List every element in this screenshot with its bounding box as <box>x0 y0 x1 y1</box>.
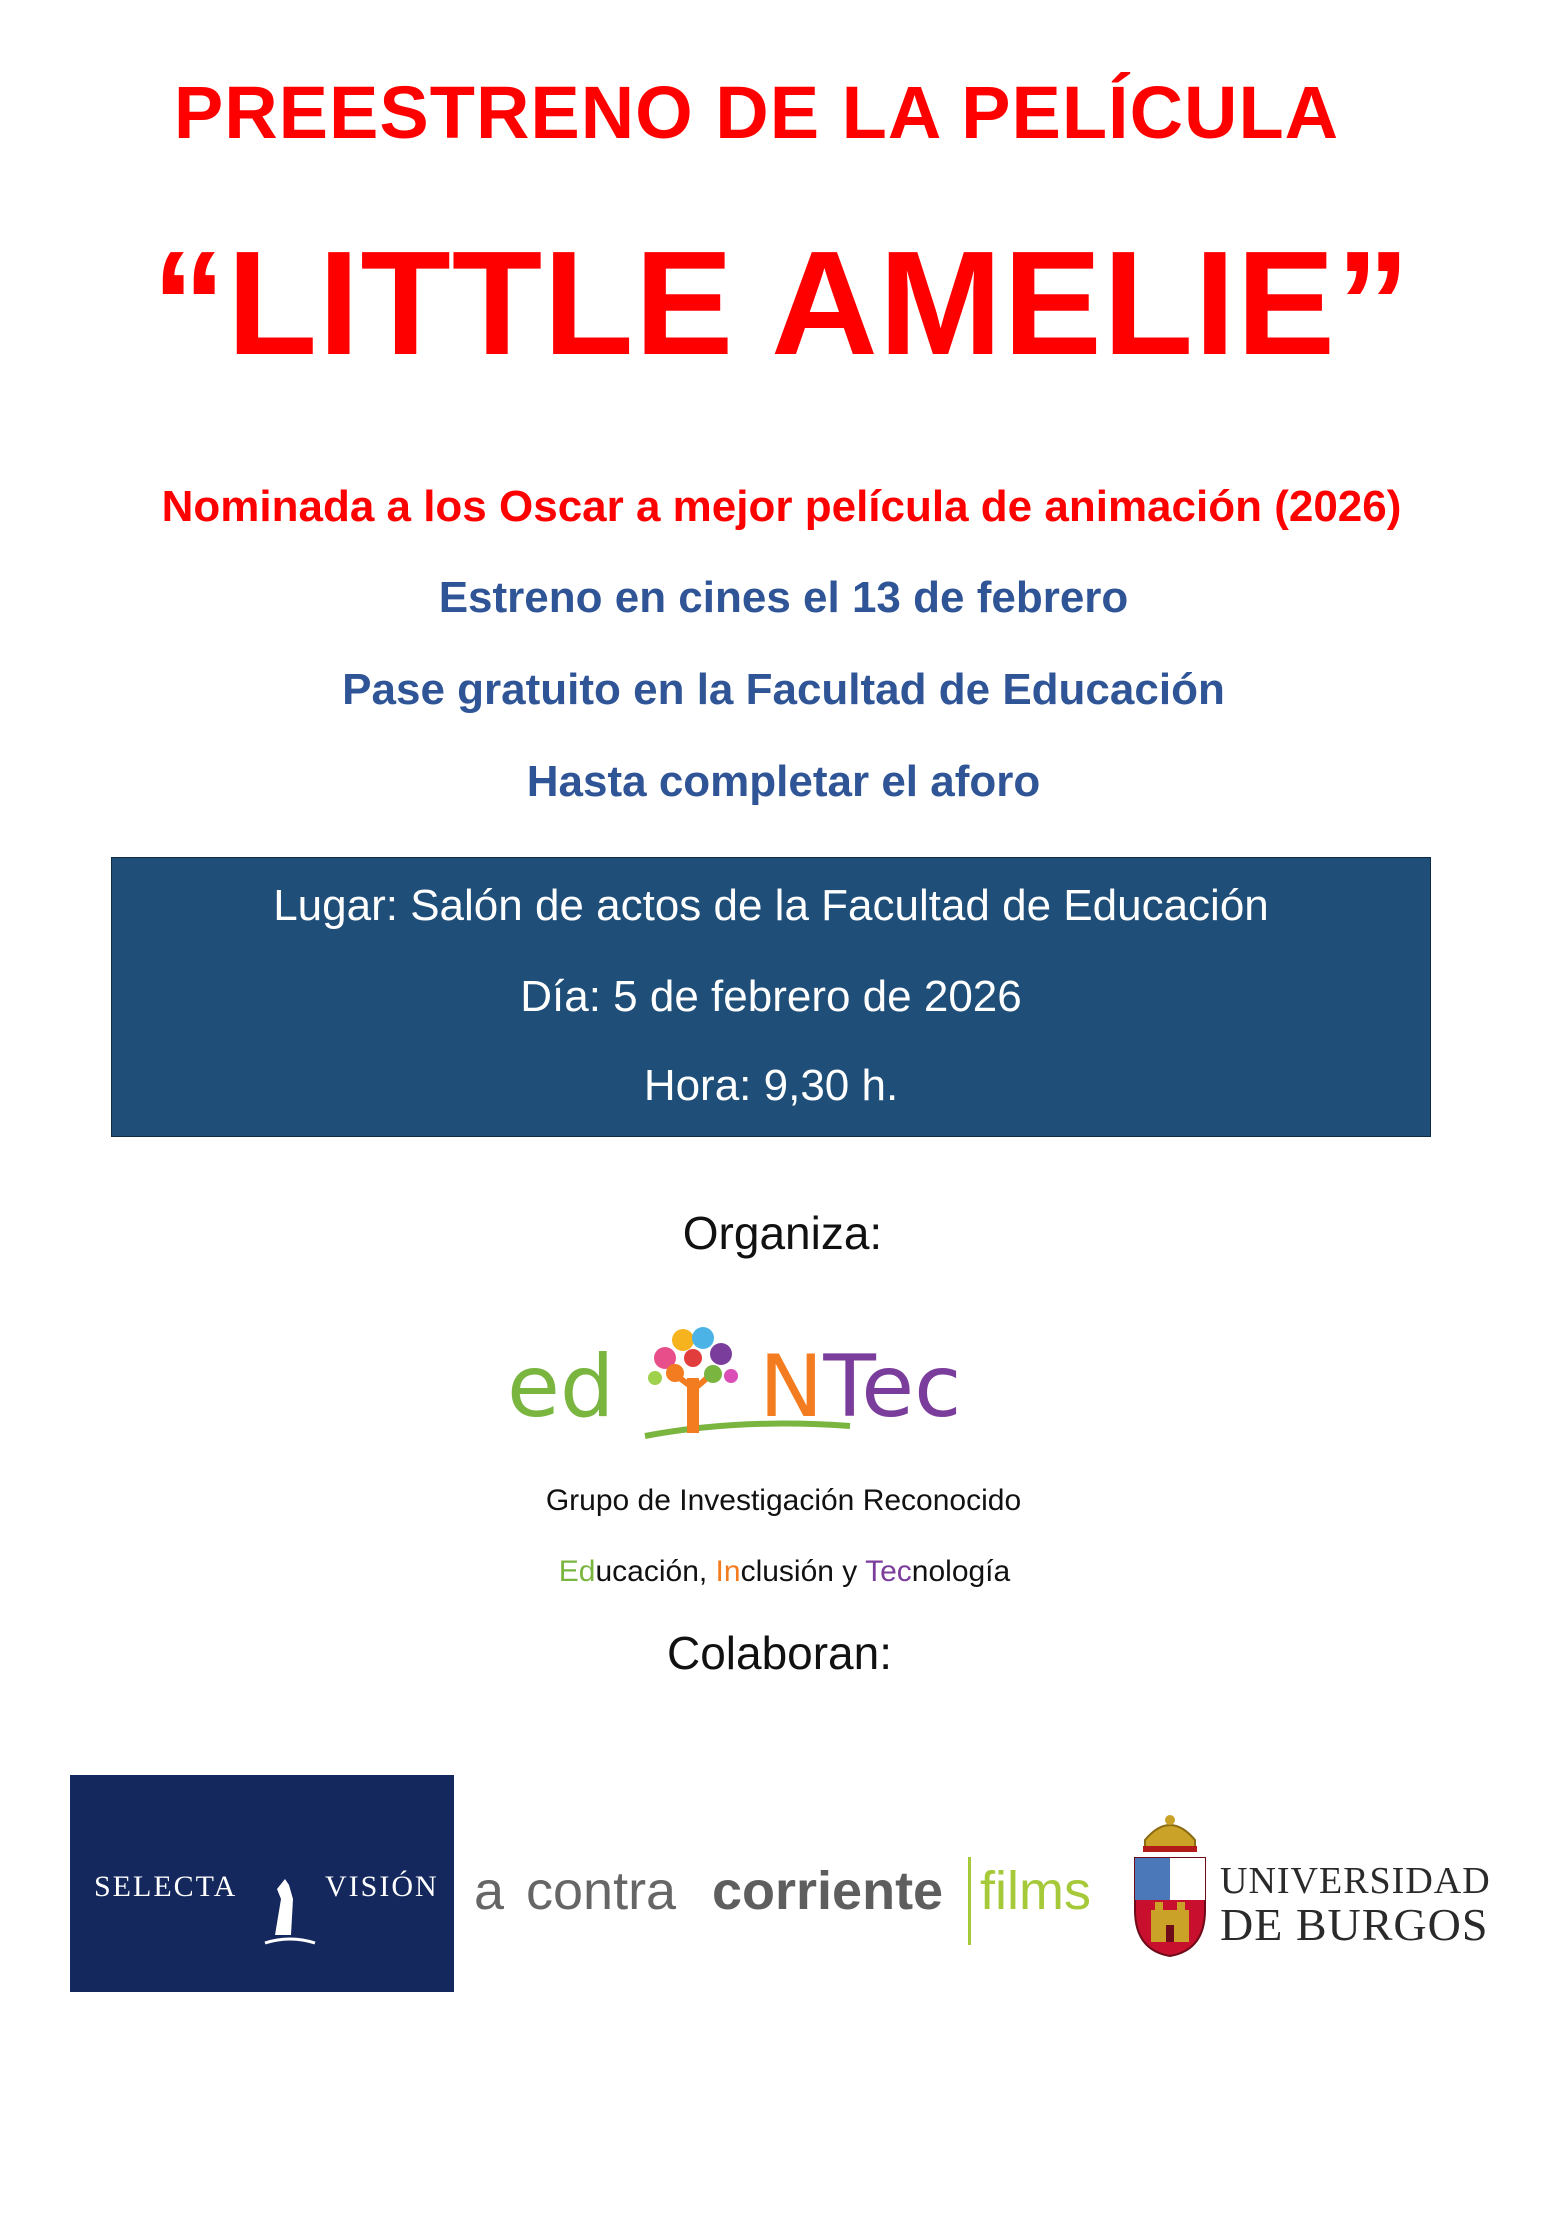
selecta-text: SELECTA <box>94 1870 238 1903</box>
event-place: Lugar: Salón de actos de la Facultad de Educación <box>273 881 1269 930</box>
nomination-text: Nominada a los Oscar a mejor película de animación (2026) <box>161 482 1402 531</box>
contracorriente-contra: contra <box>526 1861 677 1921</box>
event-time: Hora: 9,30 h. <box>643 1061 899 1110</box>
areas-tec: Tec <box>865 1555 912 1588</box>
event-date: Día: 5 de febrero de 2026 <box>520 972 1022 1021</box>
edintec-logo-ed: ed <box>507 1337 615 1437</box>
edintec-logo-ntec: NTec <box>759 1337 962 1437</box>
areas-ed-rest: ucación, <box>595 1555 716 1588</box>
universidad-text: UNIVERSIDAD <box>1220 1860 1491 1902</box>
de-burgos-text: DE BURGOS <box>1220 1899 1489 1950</box>
contracorriente-films: films <box>980 1861 1091 1921</box>
poster-title: PREESTRENO DE LA PELÍCULA <box>173 71 1340 154</box>
edintec-logo <box>505 1318 1015 1448</box>
movie-title: “LITTLE AMELIE” <box>151 221 1412 386</box>
wolf-moon-icon <box>245 1815 335 1950</box>
colaboran-label: Colaboran: <box>666 1627 893 1679</box>
vision-text: VISIÓN <box>325 1870 439 1903</box>
release-text: Estreno en cines el 13 de febrero <box>438 573 1129 622</box>
areas-in: In <box>715 1555 741 1588</box>
university-shield-icon <box>1125 1810 1215 1960</box>
contracorriente-a: a <box>474 1861 505 1921</box>
areas-tec-rest: nología <box>911 1555 1011 1588</box>
contracorriente-divider <box>968 1857 971 1945</box>
organiza-label: Organiza: <box>682 1207 883 1259</box>
capacity-text: Hasta completar el aforo <box>526 757 1041 806</box>
areas-in-rest: clusión y <box>740 1555 866 1588</box>
contracorriente-films-logo <box>474 1842 1100 1952</box>
areas-ed: Ed <box>558 1555 596 1588</box>
research-group-text: Grupo de Investigación Reconocido <box>545 1484 1022 1517</box>
selecta-vision-logo <box>70 1775 454 1992</box>
research-areas-text <box>3 1557 1563 1587</box>
event-info-box <box>111 857 1431 1137</box>
screening-text: Pase gratuito en la Facultad de Educación <box>342 665 1225 714</box>
contracorriente-corriente: corriente <box>712 1861 944 1921</box>
